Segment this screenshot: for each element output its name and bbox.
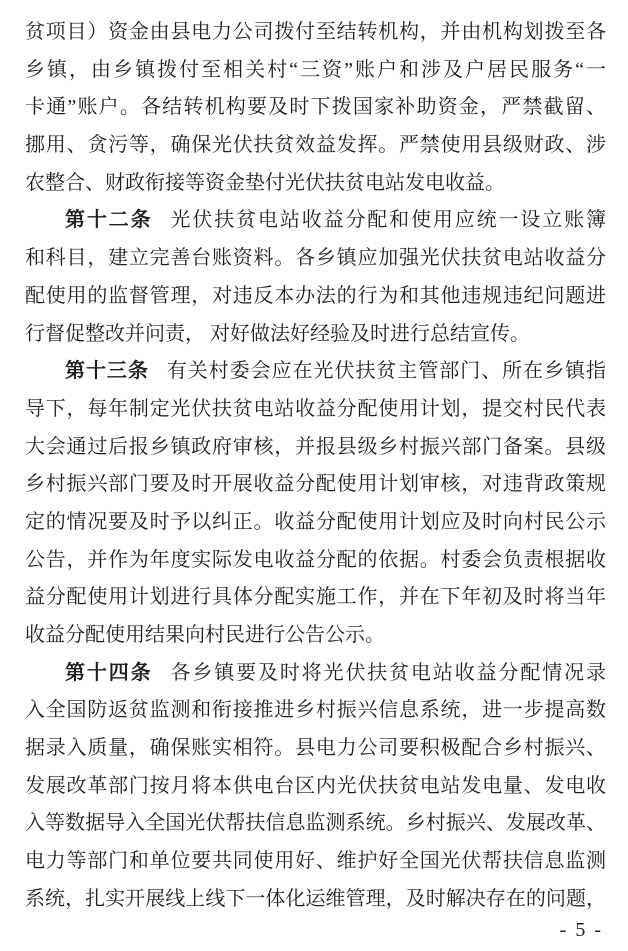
line-text: 行督促整改并问责， 对好做法好经验及时进行总结宣传。 [25,322,530,345]
text-line [25,14,606,52]
text-line [25,52,606,90]
text-line [25,617,606,655]
text-line [25,165,606,203]
text-line [25,240,606,278]
text-line [25,466,606,504]
paragraph-continuation [25,14,606,202]
text-line [25,127,606,165]
line-text: 乡村振兴部门要及时开展收益分配使用计划审核，对违背政策规 [25,473,606,496]
line-text: 系统，扎实开展线上线下一体化运维管理，及时解决存在的问题， [25,887,606,910]
text-line [25,89,606,127]
text-line [25,579,606,617]
text-line [25,768,606,806]
text-line [25,655,606,693]
text-line [25,881,606,919]
text-line [25,202,606,240]
text-line [25,504,606,542]
line-text: 收益分配使用结果向村民进行公告公示。 [25,624,385,646]
line-text: 挪用、贪污等，确保光伏扶贫效益发挥。严禁使用县级财政、涉 [25,134,606,157]
line-text: 各乡镇要及时将光伏扶贫电站收益分配情况录 [170,661,606,684]
text-line [25,391,606,429]
text-line [25,805,606,843]
line-text: 卡通”账户。各结转机构要及时下拨国家补助资金，严禁截留、 [25,96,606,119]
text-line [25,843,606,881]
text-line [25,692,606,730]
line-text: 农整合、财政衔接等资金垫付光伏扶贫电站发电收益。 [25,171,505,194]
paragraph-article-12 [25,202,606,353]
paragraph-article-13 [25,353,606,655]
line-text: 定的情况要及时予以纠正。收益分配使用计划应及时向村民公示 [25,510,606,533]
text-line [25,542,606,580]
line-text: 电力等部门和单位要共同使用好、维护好全国光伏帮扶信息监测 [25,850,606,873]
line-text: 据录入质量，确保账实相符。县电力公司要积极配合乡村振兴、 [25,737,606,760]
line-text: 益分配使用计划进行具体分配实施工作，并在下年初及时将当年 [25,586,606,609]
line-text: 入等数据导入全国光伏帮扶信息监测系统。乡村振兴、发展改革、 [25,812,606,835]
line-text: 入全国防返贫监测和衔接推进乡村振兴信息系统，进一步提高数 [25,699,606,722]
line-text: 公告，并作为年度实际发电收益分配的依据。村委会负责根据收 [25,548,606,571]
article-number: 第十三条 [65,360,149,383]
line-text: 有关村委会应在光伏扶贫主管部门、所在乡镇指 [166,360,606,383]
line-text: 大会通过后报乡镇政府审核，并报县级乡村振兴部门备案。县级 [25,435,606,458]
line-text: 发展改革部门按月将本供电台区内光伏扶贫电站发电量、发电收 [25,774,606,797]
text-line [25,353,606,391]
page-number: - 5 - [559,919,603,941]
text-line [25,730,606,768]
line-text: 导下，每年制定光伏扶贫电站收益分配使用计划，提交村民代表 [25,397,606,420]
text-line [25,278,606,316]
article-number: 第十四条 [65,661,153,684]
text-line [25,316,606,354]
line-text: 和科目，建立完善台账资料。各乡镇应加强光伏扶贫电站收益分 [25,247,606,270]
line-text: 贫项目）资金由县电力公司拨付至结转机构，并由机构划拨至各 [25,21,606,43]
paragraph-article-14 [25,655,606,919]
line-text: 光伏扶贫电站收益分配和使用应统一设立账簿 [170,209,606,232]
article-number: 第十二条 [65,209,153,232]
line-text: 乡镇，由乡镇拨付至相关村“三资”账户和涉及户居民服务“一 [25,58,606,81]
text-line [25,429,606,467]
line-text: 配使用的监督管理，对违反本办法的行为和其他违规违纪问题进 [25,284,606,307]
